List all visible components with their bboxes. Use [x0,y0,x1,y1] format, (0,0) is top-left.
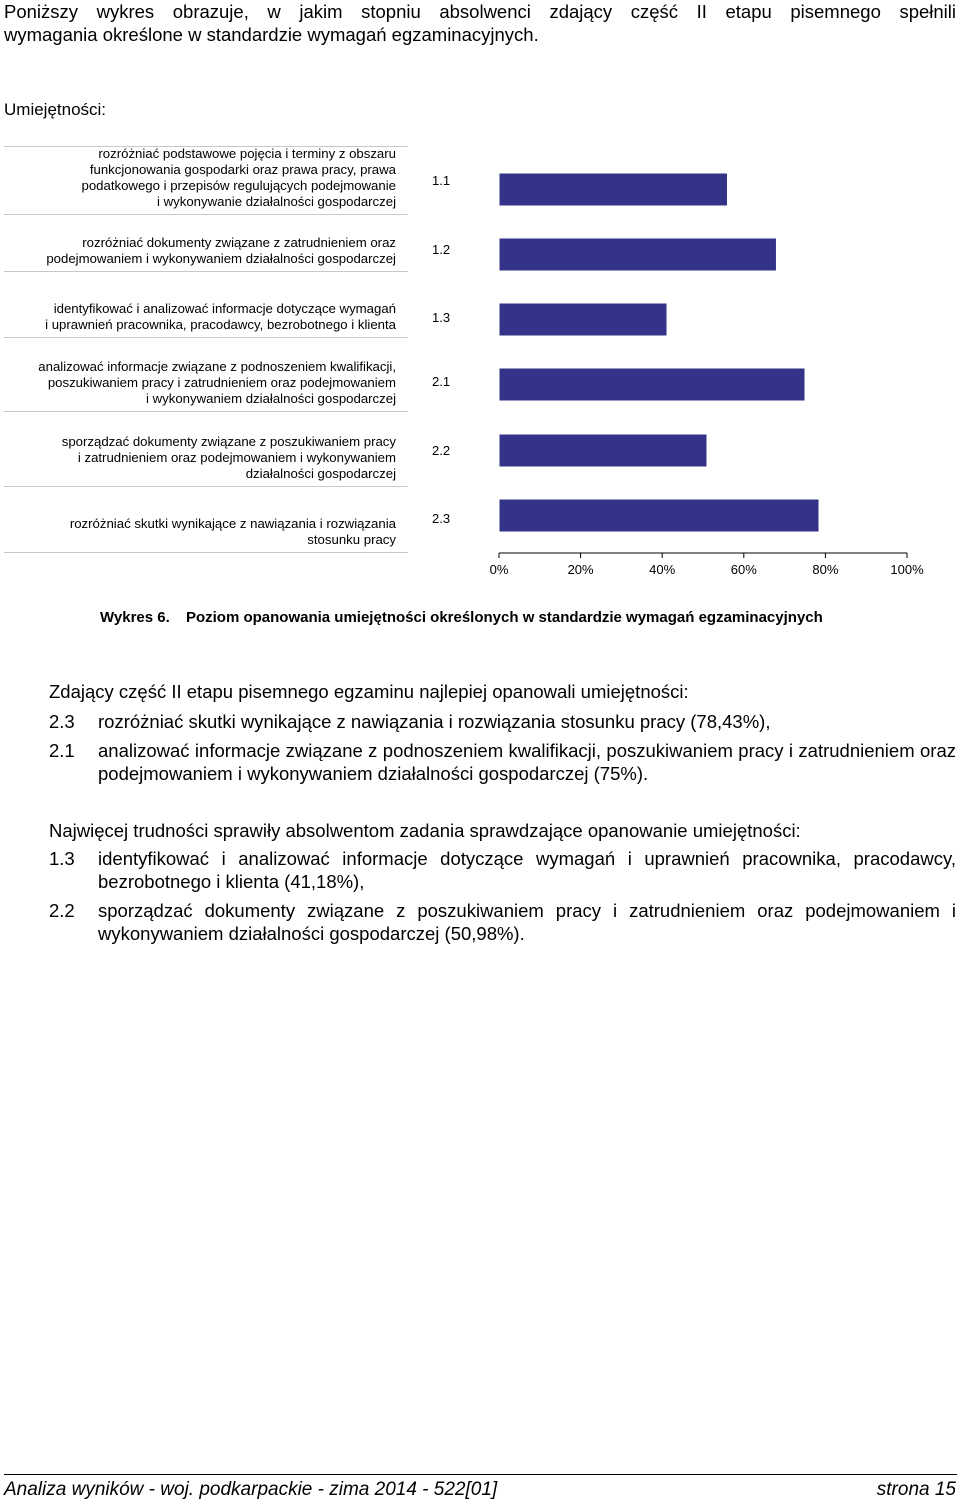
x-tick-label: 100% [890,562,924,577]
caption-number: Wykres 6. [100,609,170,626]
footer-title: Analiza wyników - woj. podkarpackie - zima 2014 - 522[01] [4,1479,498,1500]
item-code: 2.2 [49,900,75,921]
skill-line: podejmowaniem i wykonywaniem działalności gospodarczej [46,251,396,266]
skill-line: podatkowego i przepisów regulujących podejmowanie [81,178,396,193]
bar-2.1 [499,368,805,401]
footer-divider [4,1474,957,1475]
skill-line: stosunku pracy [307,532,396,547]
list-item [49,899,956,947]
item-text: rozróżniać skutki wynikające z nawiązania i rozwiązania stosunku pracy (78,43%), [98,711,771,732]
x-tick-label: 40% [649,562,676,577]
skills-heading: Umiejętności: [4,100,107,119]
skill-line: funkcjonowania gospodarki oraz prawa pracy, prawa [89,162,396,177]
page-number: strona 15 [876,1479,956,1500]
skill-line: i wykonywaniem działalności gospodarczej [146,391,396,406]
list-item [49,739,956,787]
item-text: identyfikować i analizować informacje dotyczące wymagań i uprawnień pracownika, pracodawcy, bezrobotnego i klienta (41,18%), [98,848,956,892]
skill-line: rozróżniać skutki wynikające z nawiązania i rozwiązania [69,516,396,531]
bar-1.2 [499,238,776,271]
skill-line: i zatrudnieniem oraz podejmowaniem i wykonywaniem [77,450,396,465]
chart-caption [100,609,823,626]
x-tick-label: 80% [812,562,839,577]
bar-2.2 [499,434,707,467]
intro-line-1: Poniższy wykres obrazuje, w jakim stopniu absolwenci zdający część II etapu pisemnego spełnili [4,1,956,22]
skill-line: sporządzać dokumenty związane z poszukiwaniem pracy [61,434,396,449]
category-label: 2.3 [432,511,451,526]
skill-line: i uprawnień pracownika, pracodawcy, bezrobotnego i klienta [45,317,396,332]
category-label: 1.1 [432,173,451,188]
skill-line: poszukiwaniem pracy i zatrudnieniem oraz podejmowaniem [47,375,396,390]
category-label: 2.1 [432,374,451,389]
intro-line-2: wymagania określone w standardzie wymagań egzaminacyjnych. [4,24,539,45]
bar-2.3 [499,499,819,532]
list-item [49,847,956,895]
category-label: 1.3 [432,310,451,325]
item-text: analizować informacje związane z podnoszeniem kwalifikacji, poszukiwaniem pracy i zatrudnieniem oraz podejmowaniem i wykonywaniem działalności gospodarczej (75%). [98,740,956,784]
bar-1.1 [499,173,727,206]
list-item [49,710,956,734]
item-text: sporządzać dokumenty związane z poszukiwaniem pracy i zatrudnieniem oraz podejmowaniem i wykonywaniem działalności gospodarczej (50,98%). [98,900,956,944]
item-code: 2.1 [49,740,75,761]
skill-line: identyfikować i analizować informacje dotyczące wymagań [53,301,396,316]
x-tick-label: 20% [567,562,594,577]
best-intro: Zdający część II etapu pisemnego egzaminu najlepiej opanowali umiejętności: [49,681,689,702]
bar-1.3 [499,303,667,336]
caption-text: Poziom opanowania umiejętności określonych w standardzie wymagań egzaminacyjnych [185,609,823,626]
category-label: 2.2 [432,443,451,458]
skill-line: rozróżniać dokumenty związane z zatrudnieniem oraz [82,235,396,250]
skill-line: działalności gospodarczej [245,466,396,481]
x-tick-label: 60% [730,562,757,577]
x-tick-label: 0% [489,562,509,577]
skill-line: rozróżniać podstawowe pojęcia i terminy z obszaru [98,146,396,161]
bar-chart [0,0,960,600]
skill-line: analizować informacje związane z podnoszeniem kwalifikacji, [38,359,396,374]
x-axis [490,553,924,577]
bars-group [499,173,819,532]
worst-intro: Najwięcej trudności sprawiły absolwentom zadania sprawdzające opanowanie umiejętności: [49,820,801,841]
item-code: 1.3 [49,848,75,869]
skill-line: i wykonywanie działalności gospodarczej [157,194,396,209]
category-label: 1.2 [432,242,451,257]
item-code: 2.3 [49,711,75,732]
